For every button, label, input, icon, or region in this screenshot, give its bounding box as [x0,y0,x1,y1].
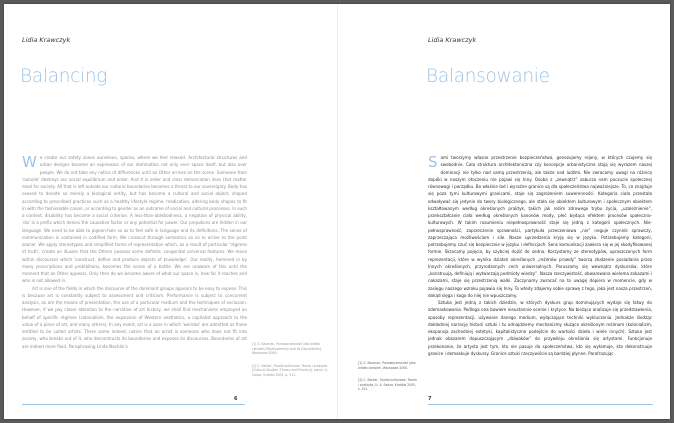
page-title: Balansowanie [426,66,550,87]
paragraph [428,154,652,299]
left-page [4,4,337,419]
drop-cap: W [22,153,37,171]
page-number: 6 [234,396,238,402]
page-author: Lidia Krawczyk [22,36,71,44]
footnote: [2] C. Barker, Studia kulturowe. Teoria i praktyka, tł. A. Sadza, Kraków 2005, s. 511. [358,378,417,391]
paragraph: Sztuka jest jedną z takich dziedzin, w których dyskurs grup dominujących wydaje się łatwy do zdemaskowania. Podlega ona bowiem nieustannie ocenie i krytyce. Na bieżąco analizuje się przedstawienia, sposoby reprezentacji, używanie danego medium, wyłączające techniki wykluczenia. Jednakże śledząc dokładniej narrację historii sztuki i tu odnajdziemy mechanizmy służące określonym reżimom (kolonializm, ekspansja zachodniej estetyki, kapitalistyczne podejście do wartości dzieła i wiele innych). Sztuka jest jednak obszarem dopuszczającym „dziwaków” do przywileju określania się artystami. Funkcjonuje przekonanie, że artysta jest tym, kto nie pasuje do społeczeństwa, kto się wyłamuje, kto dekonstruuje granice i demaskuje dyskursy. Granice sztuki rzeczywiście są bardziej płynne. Parafrazując [428,300,652,356]
page-title: Balancing [20,66,108,87]
footnote: [1] Z. Bauman, Ponowoczesność jako źródło cierpień, Warszawa 2000. [358,361,416,370]
drop-cap: S [428,153,438,171]
footnotes [252,342,332,385]
page-author: Lidia Krawczyk [428,36,477,44]
paragraph [22,154,247,285]
body-text [22,154,247,350]
book-spread [4,4,670,419]
paragraph-text: e create our safety zones ourselves, spaces, where we feel relaxed. Architectural structures and urban designs become an expression of our domination not only over space itself, but also over people. We do not take any notice of differences until an Other arrives on the scene. Someone from 'outside' destroys our social equilibrium and order. And it is order and clear demarcation lines that matter most for society. All that is left outside our cultural boundaries becomes a threat to our sovereignty. Body has ceased to denote so merely a biological entity, but has become a cultural and social object, shaped according to prescribed practices such as a healthy lifestyle régime, medication, altering body shapes to fit in with the fashionable canon, or according to gender as an outcome of social and cultural processes. In such a context, disability has become a social criterion. A less-than-ablebodiness, a negation of physical ability, 'dis' is a prefix which denies the causative factor or any potential for power. Our prejudices are hidden in our language. We need to be able to pigeon-hole so as to feel safe in language and its definitions. The sense of communication is contained in codified form. We crosscut through semantics so as to arrive to the point sooner. We apply stereotypes and simplified forms of representation which, as a result of particular 'régimes of truth', create an illusion that the Others possess some definite, congenital universal features. We move within discourses which 'construct, define and produce objects of knowledge'. Our reality, hemmed in by many proscriptions and prohibitions, becomes the scene of a battle. We are unaware of this until the moment that an Other appears. Only then do we become aware of what our space is, how far it reaches and who is not allowed in. [22,155,247,284]
body-text [428,154,652,357]
page-number: 7 [428,396,432,402]
footnote: [1] Z. Bauman, Ponowoczesność jako źródło cierpień [Postmodernity and its Discontents], Warszawa 2000. [252,342,322,355]
bottom-rule [428,404,653,405]
bottom-rule [22,404,245,405]
paragraph: Art is one of the fields in which the discourse of the dominant groups appears to be easy to expose. This is because art is constantly subject to assessment and criticism. Performance is subject to concurrent analysis, as are the means of presentation, the use of a particular medium and the techniques of exclusion. However, if we pay closer attention to the narrative of art history, we shall find mechanisms employed on behalf of specific régimes (colonialism, the expansion of Western aesthetics, a capitalist approach to the value of a piece of art, and many others). In any event, art is a zone in which 'weirdos' are admitted as those entitled to be called artists. There some indeed, notice that an artist is someone who does not fit into society, who breaks out of it, who deconstructs its boundaries and exposes its discourses. Boundaries of art are indeed more fluid. Paraphrasing Linda Nochlin's [22,285,247,349]
right-page [338,4,671,419]
paragraph-text: ami tworzymy własne przestrzenie bezpieczeństwa, genezujemy rejony, w których czujemy się swobodnie. Cała struktura architektoniczna czy koncepcje urbanistyczne stają się wyrazem naszej dominacji nie tylko nad samą przestrzenią, ale także nad ludźmi. Nie zwracamy uwagi na różnicę dopóki w naszym otoczeniu nie pojawi się Inny. Osoba z „zewnątrz” zaburza nam poczucie społecznej równowagi i porządku. Bo właśnie ład i wyraźne granice są dla społeczeństwa najważniejsze. To, co znajduje się poza tymi kulturowymi granicami, staje się zagrożeniem suwerenności. Kategoria ciała przestała odwoływać się jedynie do twory biologicznego, ale stała się obiektem kulturowym i społecznym obiektem kształtowanym według określonych praktyk, takich jak reżim zdrowego trybu życia, „uzależnienie”, przekształcanie ciała według określonych kanonów mody, płeć będąca efektem procesów społeczno-kulturowych. W takim rozumieniu niepełnosprawność staje się jedną z kategorii społecznych. Nie-pełnosprawność, zaprzeczenie sprawności, partykuła przeczeniowa „nie” neguje czynnik sprawczy, zaprzeczająca możliwościom i sile. Nasze uprzedzenia kryją się w języku. Potrzebujemy kategorii, potrzebujemy czuć się bezpiecznie w języku i definicjach. Sens komunikacji zawiera się w jej skodyfikowanej formie. Skracamy pojęcia, by szybciej dojść do sedna. Korzystamy ze stereotypów, uproszczonych form reprezentacji, które w wyniku działań określonych „reżimów prawdy” tworzą złudzenie posiadania przez Innych określonych, przyrodzonych cech uniwersalnych. Poruszamy się wewnątrz dyskursów, które „konstruują, definiują i wytwarzają podmioty wiedzy”. Nasza rzeczywistość, obwarowana wieloma zakazami i nakazami, staje się przestrzenią walki. Zaczynamy zwracać na to uwagę dopiero w momencie, gdy w zasięgu naszego wzroku pojawia się Inny. To wtedy zdajemy sobie sprawę z tego, jaka jest nasza przestrzeń, dokąd sięga i kogo do niej nie wpuszczamy. [428,155,652,298]
footnote: [2] C. Barker, Studia kulturowe. Teoria i praktyka [Cultural Studies: Theory and Practice], transl. A. Sadza, Kraków 2005, p. 511. [252,363,328,377]
footnotes [358,361,418,400]
